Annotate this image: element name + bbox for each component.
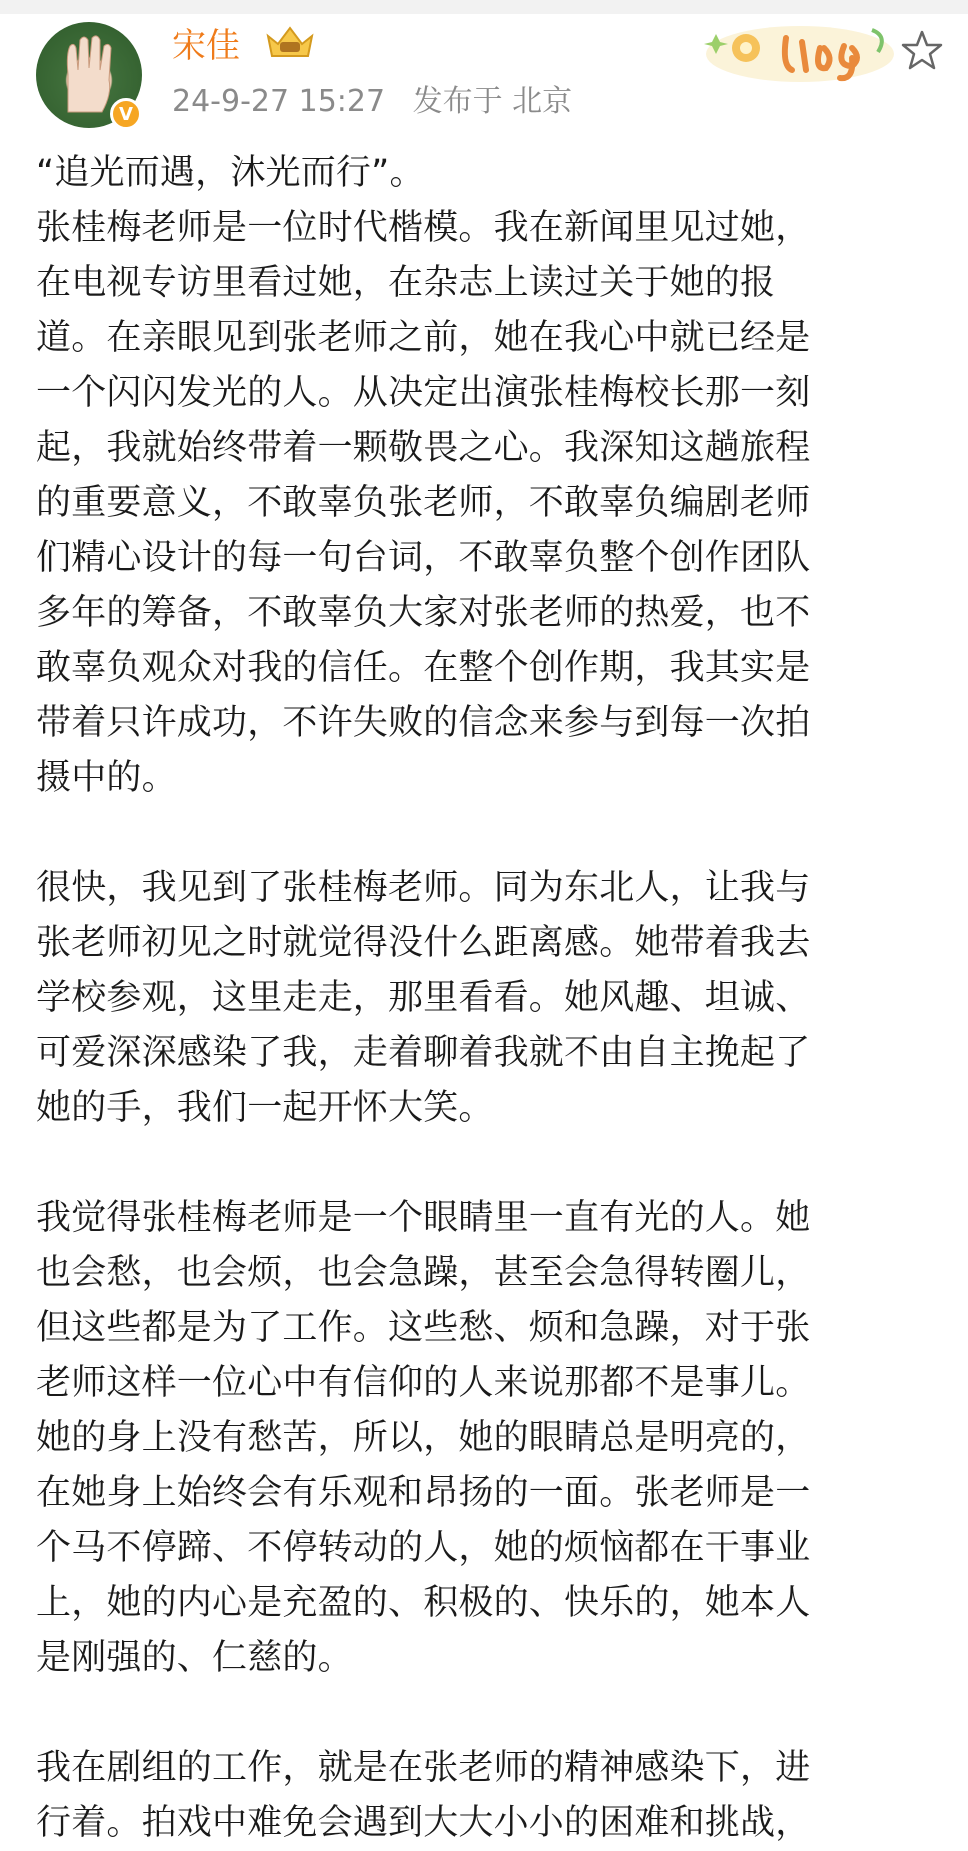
content-line: 们精心设计的每一句台词，不敢辜负整个创作团队 <box>36 538 811 578</box>
content-line: 很快，我见到了张桂梅老师。同为东北人，让我与 <box>36 868 811 908</box>
vip-crown-icon <box>264 22 316 60</box>
content-line: 也会愁，也会烦，也会急躁，甚至会急得转圈儿， <box>36 1253 811 1293</box>
content-line: 行着。拍戏中难免会遇到大大小小的困难和挑战， <box>36 1803 811 1843</box>
content-line: 张桂梅老师是一位时代楷模。我在新闻里见过她， <box>36 208 811 248</box>
post-time: 24-9-27 15:27 <box>172 84 386 119</box>
post-content <box>36 146 936 1851</box>
author-name[interactable]: 宋佳 <box>172 26 240 66</box>
content-line: 上，她的内心是充盈的、积极的、快乐的，她本人 <box>36 1583 811 1623</box>
content-line: 在电视专访里看过她，在杂志上读过关于她的报 <box>36 263 776 303</box>
paragraph-gap <box>36 806 936 861</box>
content-line: 她的手，我们一起开怀大笑。 <box>36 1088 494 1128</box>
content-line: 她的身上没有愁苦，所以，她的眼睛总是明亮的， <box>36 1418 811 1458</box>
content-line: 个马不停蹄、不停转动的人，她的烦恼都在干事业 <box>36 1528 811 1568</box>
hand-icon <box>56 34 122 114</box>
paragraph-gap <box>36 1686 936 1741</box>
post-header <box>0 14 968 124</box>
content-line: 摄中的。 <box>36 758 177 798</box>
verified-badge-icon: V <box>110 98 142 130</box>
content-line: 敢辜负观众对我的信任。在整个创作期，我其实是 <box>36 648 811 688</box>
star-icon[interactable] <box>900 28 944 72</box>
content-line: 一个闪闪发光的人。从决定出演张桂梅校长那一刻 <box>36 373 811 413</box>
content-line: 张老师初见之时就觉得没什么距离感。她带着我去 <box>36 923 811 963</box>
content-line: 老师这样一位心中有信仰的人来说那都不是事儿。 <box>36 1363 811 1403</box>
paragraph-gap <box>36 1136 936 1191</box>
content-line: 我觉得张桂梅老师是一个眼睛里一直有光的人。她 <box>36 1198 811 1238</box>
content-line: “追光而遇，沐光而行”。 <box>36 153 425 193</box>
content-line: 是刚强的、仁慈的。 <box>36 1638 353 1678</box>
content-line: 带着只许成功，不许失败的信念来参与到每一次拍 <box>36 703 811 743</box>
content-line: 可爱深深感染了我，走着聊着我就不由自主挽起了 <box>36 1033 811 1073</box>
top-bar <box>0 0 968 14</box>
content-line: 在她身上始终会有乐观和昂扬的一面。张老师是一 <box>36 1473 811 1513</box>
content-line: 起，我就始终带着一颗敬畏之心。我深知这趟旅程 <box>36 428 811 468</box>
content-line: 但这些都是为了工作。这些愁、烦和急躁，对于张 <box>36 1308 811 1348</box>
content-line: 的重要意义，不敢辜负张老师，不敢辜负编剧老师 <box>36 483 811 523</box>
content-line: 道。在亲眼见到张老师之前，她在我心中就已经是 <box>36 318 811 358</box>
post-location: 发布于 北京 <box>412 84 573 119</box>
content-line: 我在剧组的工作，就是在张老师的精神感染下，进 <box>36 1748 811 1788</box>
content-line: 学校参观，这里走走，那里看看。她风趣、坦诚、 <box>36 978 811 1018</box>
content-line: 多年的筹备，不敢辜负大家对张老师的热爱，也不 <box>36 593 811 633</box>
post-meta <box>172 76 590 120</box>
vlog-sticker <box>702 18 898 86</box>
